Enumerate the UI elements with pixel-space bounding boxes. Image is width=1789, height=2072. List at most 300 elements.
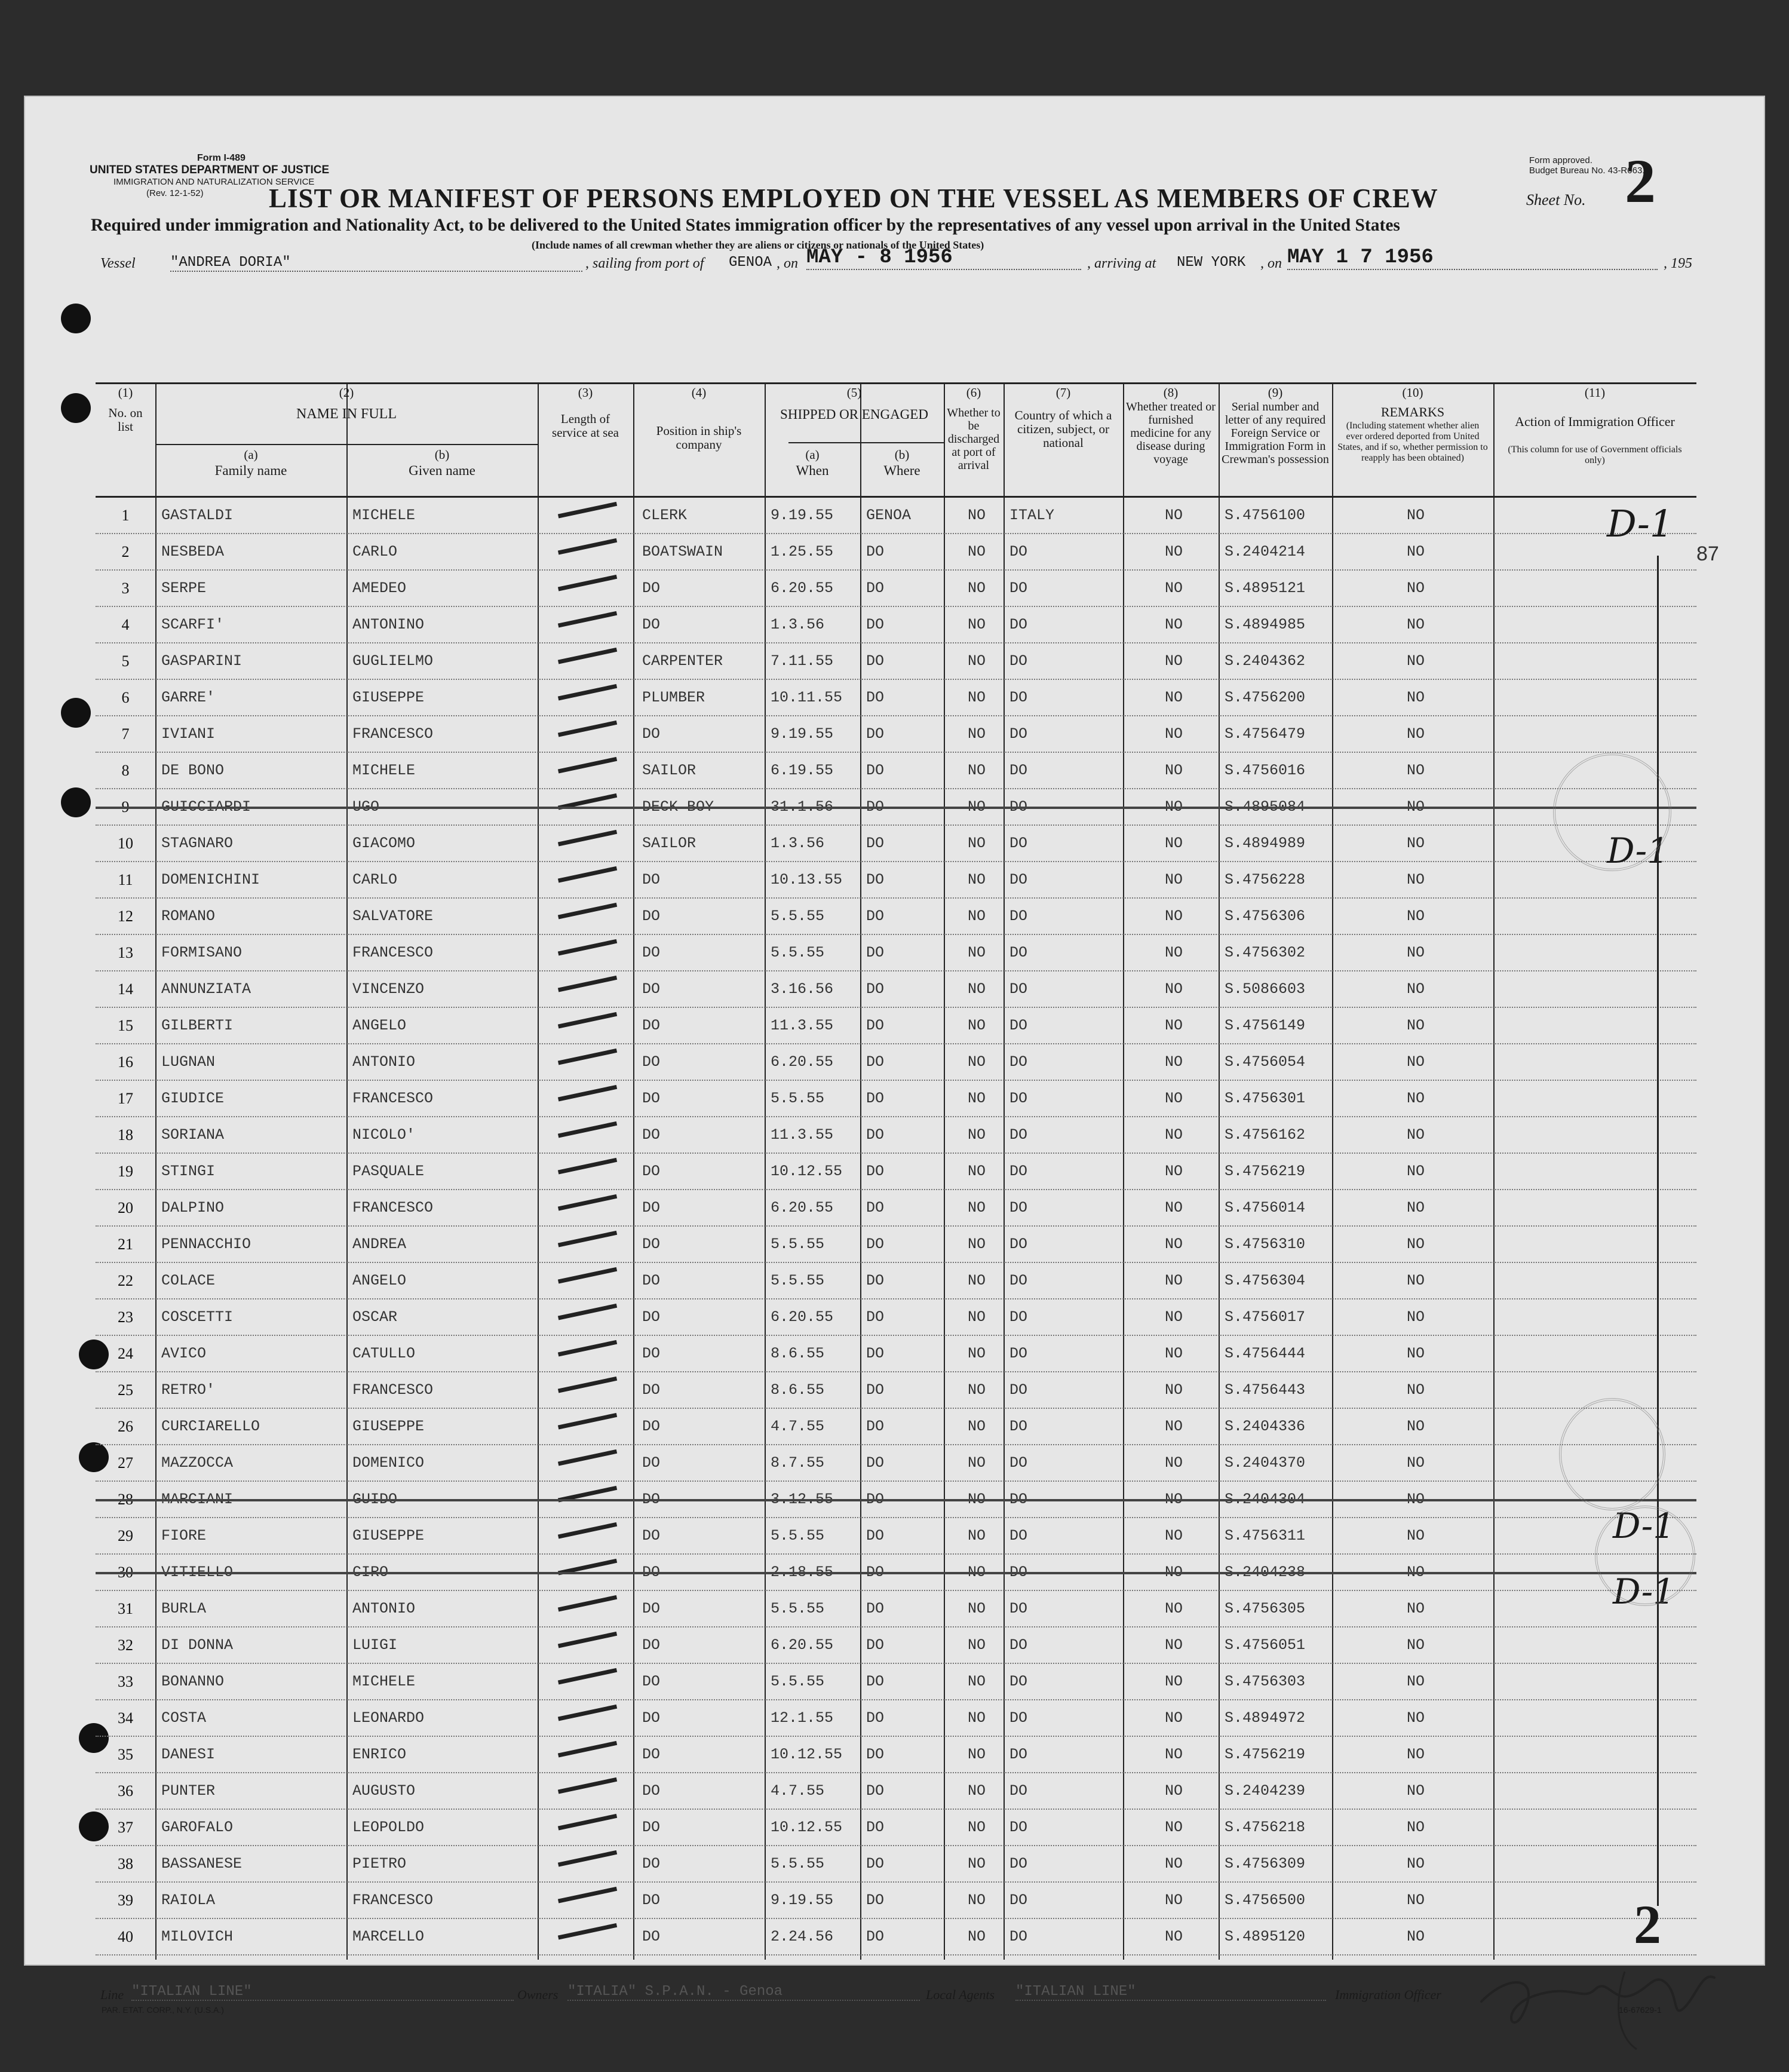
- cell-family: GILBERTI: [161, 1017, 234, 1034]
- cell-family: GASPARINI: [161, 652, 243, 670]
- cell-position: DO: [642, 1564, 661, 1581]
- service-length-redaction: [558, 1559, 619, 1583]
- service-length-redaction: [558, 939, 619, 964]
- cell-country: DO: [1009, 980, 1028, 998]
- cell-no: 24: [118, 1345, 133, 1362]
- cell-given: MICHELE: [352, 762, 416, 779]
- cell-family: RAIOLA: [161, 1892, 216, 1909]
- cell-no: 23: [118, 1308, 133, 1326]
- cell-serial: S.4756228: [1225, 871, 1306, 888]
- cell-where: DO: [866, 616, 885, 633]
- col4-number: (4): [691, 385, 707, 400]
- col7-number: (7): [1055, 385, 1071, 400]
- cell-family: MAZZOCCA: [161, 1454, 234, 1472]
- service-name: IMMIGRATION AND NATURALIZATION SERVICE: [113, 177, 315, 187]
- table-row: [96, 1044, 1696, 1081]
- cell-position: DO: [642, 1126, 661, 1144]
- service-length-redaction: [558, 1632, 619, 1656]
- cell-serial: S.2404362: [1225, 652, 1306, 670]
- service-length-redaction: [558, 1595, 619, 1620]
- cell-no: 10: [118, 835, 133, 852]
- cell-given: ANTONIO: [352, 1053, 416, 1071]
- cell-where: DO: [866, 1491, 885, 1508]
- owners-name: "ITALIA" S.P.A.N. - Genoa: [567, 1984, 920, 2001]
- cell-position: DO: [642, 1709, 661, 1727]
- table-row: [96, 1262, 1696, 1299]
- cell-discharged: NO: [967, 1709, 986, 1727]
- cell-family: DALPINO: [161, 1199, 225, 1216]
- cell-remarks: NO: [1406, 762, 1425, 779]
- cell-position: DO: [642, 1636, 661, 1654]
- cell-family: VITIELLO: [161, 1564, 234, 1581]
- cell-when: 4.7.55: [771, 1782, 825, 1800]
- cell-remarks: NO: [1406, 1564, 1425, 1581]
- cell-country: DO: [1009, 616, 1028, 633]
- cell-given: NICOLO': [352, 1126, 416, 1144]
- cell-given: GIACOMO: [352, 835, 416, 852]
- cell-serial: S.4756479: [1225, 725, 1306, 743]
- cell-where: DO: [866, 1673, 885, 1690]
- cell-family: GUICCIARDI: [161, 798, 251, 816]
- cell-position: CLERK: [642, 507, 688, 524]
- cell-discharged: NO: [967, 507, 986, 524]
- cell-treated: NO: [1164, 908, 1183, 925]
- cell-where: DO: [866, 1454, 885, 1472]
- table-row: [96, 1226, 1696, 1263]
- cell-no: 11: [118, 871, 133, 888]
- cell-country: DO: [1009, 798, 1028, 816]
- cell-position: DO: [642, 1017, 661, 1034]
- cell-country: DO: [1009, 1673, 1028, 1690]
- cell-treated: NO: [1164, 1819, 1183, 1836]
- cell-discharged: NO: [967, 1673, 986, 1690]
- cell-given: LEOPOLDO: [352, 1819, 425, 1836]
- cell-when: 8.7.55: [771, 1454, 825, 1472]
- row-strikethrough: [96, 1499, 1696, 1501]
- cell-where: DO: [866, 725, 885, 743]
- cell-treated: NO: [1164, 507, 1183, 524]
- cell-when: 3.16.56: [771, 980, 834, 998]
- table-row: [96, 1554, 1696, 1591]
- cell-serial: S.2404238: [1225, 1564, 1306, 1581]
- cell-treated: NO: [1164, 1892, 1183, 1909]
- cell-position: DO: [642, 871, 661, 888]
- table-row: [96, 934, 1696, 971]
- cell-country: DO: [1009, 1236, 1028, 1253]
- cell-when: 5.5.55: [771, 1527, 825, 1544]
- cell-country: DO: [1009, 1636, 1028, 1654]
- cell-discharged: NO: [967, 908, 986, 925]
- cell-serial: S.4756200: [1225, 689, 1306, 706]
- cell-position: DO: [642, 1418, 661, 1435]
- cell-remarks: NO: [1406, 1236, 1425, 1253]
- cell-family: BASSANESE: [161, 1855, 243, 1872]
- cell-given: OSCAR: [352, 1308, 398, 1326]
- cell-position: DO: [642, 1308, 661, 1326]
- service-length-redaction: [558, 1777, 619, 1802]
- arriving-label: , arriving at: [1087, 256, 1156, 271]
- cell-no: 14: [118, 980, 133, 998]
- cell-discharged: NO: [967, 1746, 986, 1763]
- cell-discharged: NO: [967, 1236, 986, 1253]
- cell-when: 6.20.55: [771, 580, 834, 597]
- col11-note: (This column for use of Government officials only): [1508, 445, 1682, 465]
- cell-discharged: NO: [967, 1564, 986, 1581]
- cell-remarks: NO: [1406, 1928, 1425, 1945]
- cell-given: ENRICO: [352, 1746, 407, 1763]
- col4-header: Position in ship's company: [656, 424, 742, 452]
- cell-family: STINGI: [161, 1163, 216, 1180]
- cell-position: DO: [642, 1345, 661, 1362]
- service-length-redaction: [558, 1085, 619, 1109]
- service-length-redaction: [558, 976, 619, 1000]
- cell-country: DO: [1009, 1418, 1028, 1435]
- cell-treated: NO: [1164, 1163, 1183, 1180]
- cell-position: DO: [642, 616, 661, 633]
- cell-where: DO: [866, 1126, 885, 1144]
- cell-family: NESBEDA: [161, 543, 225, 560]
- cell-no: 20: [118, 1199, 133, 1216]
- cell-country: DO: [1009, 1928, 1028, 1945]
- cell-given: FRANCESCO: [352, 944, 434, 961]
- cell-when: 8.6.55: [771, 1345, 825, 1362]
- agents-name: "ITALIAN LINE": [1015, 1984, 1326, 2001]
- col11-number: (11): [1584, 385, 1606, 400]
- cell-family: SCARFI': [161, 616, 225, 633]
- cell-treated: NO: [1164, 689, 1183, 706]
- cell-country: DO: [1009, 652, 1028, 670]
- cell-country: DO: [1009, 1272, 1028, 1289]
- cell-discharged: NO: [967, 616, 986, 633]
- form-revision: (Rev. 12-1-52): [146, 188, 204, 198]
- cell-discharged: NO: [967, 1199, 986, 1216]
- sailing-date: MAY - 8 1956: [806, 246, 1081, 270]
- cell-remarks: NO: [1406, 1673, 1425, 1690]
- cell-country: DO: [1009, 1564, 1028, 1581]
- cell-discharged: NO: [967, 1819, 986, 1836]
- cell-family: GASTALDI: [161, 507, 234, 524]
- service-length-redaction: [558, 575, 619, 599]
- service-length-redaction: [558, 1668, 619, 1693]
- cell-remarks: NO: [1406, 1090, 1425, 1107]
- cell-discharged: NO: [967, 1053, 986, 1071]
- cell-treated: NO: [1164, 1017, 1183, 1034]
- table-row: [96, 1153, 1696, 1190]
- col11-header: Action of Immigration Officer: [1515, 414, 1675, 429]
- cell-family: GAROFALO: [161, 1819, 234, 1836]
- cell-country: DO: [1009, 1491, 1028, 1508]
- cell-discharged: NO: [967, 1345, 986, 1362]
- cell-remarks: NO: [1406, 1491, 1425, 1508]
- table-row: [96, 570, 1696, 607]
- table-row: [96, 643, 1696, 680]
- cell-when: 10.12.55: [771, 1163, 843, 1180]
- cell-given: ANDREA: [352, 1236, 407, 1253]
- cell-treated: NO: [1164, 1673, 1183, 1690]
- cell-country: DO: [1009, 1527, 1028, 1544]
- cell-treated: NO: [1164, 980, 1183, 998]
- cell-discharged: NO: [967, 1892, 986, 1909]
- cell-country: DO: [1009, 725, 1028, 743]
- cell-where: DO: [866, 1928, 885, 1945]
- cell-serial: S.4756100: [1225, 507, 1306, 524]
- cell-serial: S.4756303: [1225, 1673, 1306, 1690]
- cell-position: DO: [642, 1454, 661, 1472]
- cell-treated: NO: [1164, 1564, 1183, 1581]
- cell-when: 5.5.55: [771, 1272, 825, 1289]
- cell-where: DO: [866, 1709, 885, 1727]
- cell-serial: S.4756309: [1225, 1855, 1306, 1872]
- cell-family: COSCETTI: [161, 1308, 234, 1326]
- cell-no: 26: [118, 1418, 133, 1435]
- table-row: [96, 1918, 1696, 1955]
- row-strikethrough: [96, 1572, 1696, 1574]
- table-row: [96, 1627, 1696, 1664]
- cell-treated: NO: [1164, 1709, 1183, 1727]
- cell-remarks: NO: [1406, 1600, 1425, 1617]
- cell-treated: NO: [1164, 1090, 1183, 1107]
- cell-serial: S.4756149: [1225, 1017, 1306, 1034]
- cell-position: DO: [642, 725, 661, 743]
- cell-no: 3: [121, 580, 130, 597]
- service-length-redaction: [558, 611, 619, 636]
- cell-given: AUGUSTO: [352, 1782, 416, 1800]
- cell-country: DO: [1009, 1199, 1028, 1216]
- cell-position: DO: [642, 1855, 661, 1872]
- cell-no: 32: [118, 1636, 133, 1654]
- printer-imprint: PAR. ETAT. CORP., N.Y. (U.S.A.): [102, 2005, 224, 2015]
- table-row: [96, 1809, 1696, 1846]
- cell-remarks: NO: [1406, 871, 1425, 888]
- col2a-number: (a): [244, 447, 258, 462]
- cell-family: SORIANA: [161, 1126, 225, 1144]
- cell-family: BONANNO: [161, 1673, 225, 1690]
- cell-given: MICHELE: [352, 507, 416, 524]
- cell-serial: S.4756054: [1225, 1053, 1306, 1071]
- action-mark: D-1: [1613, 1571, 1676, 1612]
- cell-discharged: NO: [967, 652, 986, 670]
- cell-serial: S.4756219: [1225, 1746, 1306, 1763]
- row-strikethrough: [96, 807, 1696, 809]
- cell-family: COLACE: [161, 1272, 216, 1289]
- cell-treated: NO: [1164, 616, 1183, 633]
- cell-no: 5: [121, 652, 130, 670]
- cell-discharged: NO: [967, 762, 986, 779]
- cell-when: 10.13.55: [771, 871, 843, 888]
- cell-country: DO: [1009, 1782, 1028, 1800]
- cell-treated: NO: [1164, 652, 1183, 670]
- cell-treated: NO: [1164, 1855, 1183, 1872]
- service-length-redaction: [558, 1522, 619, 1547]
- service-length-redaction: [558, 1814, 619, 1838]
- cell-treated: NO: [1164, 1746, 1183, 1763]
- cell-family: FIORE: [161, 1527, 207, 1544]
- cell-given: GUIDO: [352, 1491, 398, 1508]
- cell-when: 12.1.55: [771, 1709, 834, 1727]
- cell-serial: S.4756306: [1225, 908, 1306, 925]
- table-row: [96, 1372, 1696, 1409]
- table-row: [96, 1736, 1696, 1773]
- cell-serial: S.2404304: [1225, 1491, 1306, 1508]
- officer-label: Immigration Officer: [1335, 1987, 1441, 2002]
- cell-where: DO: [866, 762, 885, 779]
- cell-position: DO: [642, 1746, 661, 1763]
- cell-given: AMEDEO: [352, 580, 407, 597]
- cell-where: DO: [866, 1782, 885, 1800]
- punch-hole: [61, 393, 91, 423]
- service-length-redaction: [558, 1850, 619, 1875]
- cell-family: SERPE: [161, 580, 207, 597]
- form-number: Form I-489: [197, 153, 246, 163]
- cell-family: CURCIARELLO: [161, 1418, 260, 1435]
- cell-no: 19: [118, 1163, 133, 1180]
- col2b-header: Given name: [409, 463, 475, 478]
- cell-position: BOATSWAIN: [642, 543, 723, 560]
- cell-treated: NO: [1164, 1600, 1183, 1617]
- cell-where: DO: [866, 1892, 885, 1909]
- cell-family: DOMENICHINI: [161, 871, 260, 888]
- cell-family: ANNUNZIATA: [161, 980, 251, 998]
- col8-number: (8): [1163, 385, 1179, 400]
- table-row: [96, 1007, 1696, 1044]
- punch-hole: [61, 787, 91, 817]
- cell-given: GIUSEPPE: [352, 1418, 425, 1435]
- cell-where: DO: [866, 1418, 885, 1435]
- cell-serial: S.4756162: [1225, 1126, 1306, 1144]
- table-row: [96, 1481, 1696, 1518]
- cell-no: 18: [118, 1126, 133, 1144]
- cell-family: GIUDICE: [161, 1090, 225, 1107]
- service-length-redaction: [558, 648, 619, 672]
- cell-position: DO: [642, 1819, 661, 1836]
- col6-number: (6): [966, 385, 981, 400]
- cell-country: DO: [1009, 835, 1028, 852]
- cell-discharged: NO: [967, 580, 986, 597]
- bottom-number: 2: [1634, 1894, 1661, 1955]
- cell-country: DO: [1009, 1600, 1028, 1617]
- col5b-number: (b): [894, 447, 910, 462]
- cell-discharged: NO: [967, 543, 986, 560]
- cell-position: DO: [642, 1673, 661, 1690]
- cell-treated: NO: [1164, 1236, 1183, 1253]
- service-length-redaction: [558, 1449, 619, 1474]
- cell-position: DO: [642, 1236, 661, 1253]
- cell-position: CARPENTER: [642, 652, 723, 670]
- table-row: [96, 752, 1696, 789]
- cell-country: DO: [1009, 1819, 1028, 1836]
- cell-position: SAILOR: [642, 762, 696, 779]
- service-length-redaction: [558, 1194, 619, 1219]
- cell-discharged: NO: [967, 1308, 986, 1326]
- line-name: "ITALIAN LINE": [131, 1984, 514, 2001]
- cell-discharged: NO: [967, 980, 986, 998]
- cell-position: SAILOR: [642, 835, 696, 852]
- cell-given: SALVATORE: [352, 908, 434, 925]
- col2a-header: Family name: [214, 463, 287, 478]
- cell-given: FRANCESCO: [352, 1892, 434, 1909]
- table-row: [96, 1590, 1696, 1627]
- cell-position: DO: [642, 980, 661, 998]
- cell-no: 27: [118, 1454, 133, 1472]
- cell-family: MILOVICH: [161, 1928, 234, 1945]
- cell-given: ANGELO: [352, 1272, 407, 1289]
- action-mark: D-1: [1613, 1506, 1676, 1546]
- cell-when: 11.3.55: [771, 1126, 834, 1144]
- sailing-label: , sailing from port of: [585, 256, 704, 271]
- cell-no: 38: [118, 1855, 133, 1872]
- form-approval: Form approved.: [1529, 155, 1592, 165]
- service-length-redaction: [558, 1377, 619, 1401]
- cell-country: DO: [1009, 1053, 1028, 1071]
- cell-discharged: NO: [967, 1418, 986, 1435]
- arrival-port: NEW YORK: [1177, 255, 1246, 271]
- cell-position: DO: [642, 1381, 661, 1399]
- cell-treated: NO: [1164, 1308, 1183, 1326]
- col10-number: (10): [1402, 385, 1423, 400]
- table-row: [96, 1190, 1696, 1227]
- cell-serial: S.2404336: [1225, 1418, 1306, 1435]
- cell-treated: NO: [1164, 1636, 1183, 1654]
- cell-where: DO: [866, 580, 885, 597]
- cell-no: 12: [118, 908, 133, 925]
- cell-discharged: NO: [967, 1454, 986, 1472]
- col9-number: (9): [1268, 385, 1283, 400]
- cell-when: 1.3.56: [771, 835, 825, 852]
- service-length-redaction: [558, 757, 619, 781]
- cell-where: DO: [866, 1819, 885, 1836]
- col1-number: (1): [118, 385, 133, 400]
- cell-discharged: NO: [967, 1272, 986, 1289]
- cell-given: GIUSEPPE: [352, 689, 425, 706]
- cell-no: 35: [118, 1746, 133, 1763]
- cell-discharged: NO: [967, 1126, 986, 1144]
- manifest-subtitle: Required under immigration and Nationality Act, to be delivered to the United States immigration officer by the representatives of any vessel upon arrival in the United States: [91, 216, 1400, 235]
- cell-treated: NO: [1164, 1126, 1183, 1144]
- cell-no: 13: [118, 944, 133, 961]
- cell-no: 30: [118, 1564, 133, 1581]
- cell-remarks: NO: [1406, 1527, 1425, 1544]
- cell-serial: S.4756016: [1225, 762, 1306, 779]
- col6-header: Whether to be discharged at port of arrival: [947, 406, 1001, 472]
- col2-number: (2): [339, 385, 354, 400]
- cell-given: GIUSEPPE: [352, 1527, 425, 1544]
- cell-serial: S.4756014: [1225, 1199, 1306, 1216]
- col3-number: (3): [578, 385, 593, 400]
- col5b-header: Where: [883, 463, 920, 478]
- service-length-redaction: [558, 793, 619, 818]
- cell-remarks: NO: [1406, 689, 1425, 706]
- cell-treated: NO: [1164, 543, 1183, 560]
- table-row: [96, 1408, 1696, 1445]
- cell-when: 6.19.55: [771, 762, 834, 779]
- service-length-redaction: [558, 1267, 619, 1292]
- cell-given: MICHELE: [352, 1673, 416, 1690]
- cell-remarks: NO: [1406, 1892, 1425, 1909]
- cell-country: ITALY: [1009, 507, 1055, 524]
- service-length-redaction: [558, 1121, 619, 1146]
- service-length-redaction: [558, 538, 619, 563]
- cell-country: DO: [1009, 1746, 1028, 1763]
- cell-where: DO: [866, 1564, 885, 1581]
- cell-no: 1: [121, 507, 130, 524]
- cell-when: 7.11.55: [771, 652, 834, 670]
- cell-no: 37: [118, 1819, 133, 1836]
- cell-when: 9.19.55: [771, 507, 834, 524]
- cell-when: 5.5.55: [771, 1236, 825, 1253]
- cell-when: 5.5.55: [771, 1090, 825, 1107]
- cell-country: DO: [1009, 1017, 1028, 1034]
- cell-given: CATULLO: [352, 1345, 416, 1362]
